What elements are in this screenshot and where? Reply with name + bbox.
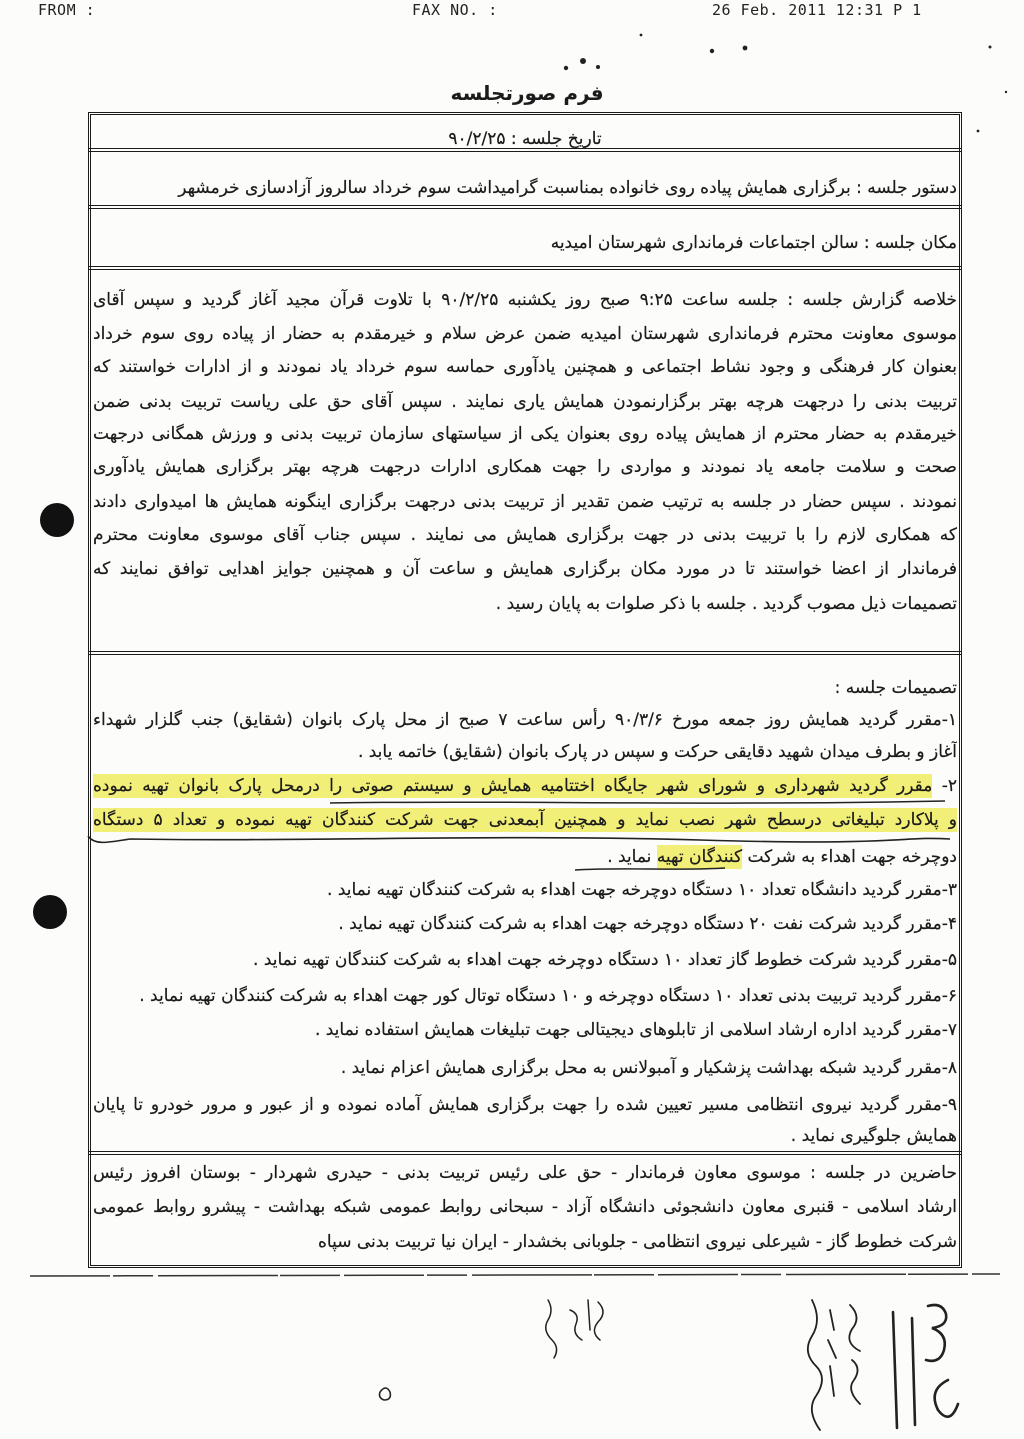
decision-text: دوچرخه جهت اهداء به شرکت	[742, 847, 957, 867]
decision-item-1-line: ۱-مقرر گردید همایش روز جمعه مورخ ۹۰/۳/۶ رأس ساعت ۷ صبح از محل پارک بانوان (شقایق) جنب گلزار شهداء	[93, 710, 957, 730]
fax-from-label: FROM :	[38, 1, 96, 19]
decision-item-5: ۵-مقرر گردید شرکت خطوط گاز تعداد ۱۰ دستگاه دوچرخه جهت اهداء به شرکت کنندگان تهیه نماید .	[253, 950, 957, 970]
decisions-heading: تصمیمات جلسه :	[834, 678, 957, 698]
summary-line: فرماندار از اعضا خواستند تا در مورد مکان برگزاری همایش و ساعت آن و همچنین جوایز اهدایی توافق نمایند که	[93, 559, 957, 579]
row-divider-agenda	[88, 205, 962, 209]
decision-text: نماید .	[607, 847, 657, 867]
form-title: فرم صورتجلسه	[450, 81, 604, 105]
punch-hole	[40, 503, 74, 537]
summary-line: بعنوان کار فرهنگی و وجود نشاط اجتماعی و همچنین یادآوری حماسه سوم خرداد یاد نمودند و از ادارات خواستند که	[93, 357, 957, 377]
page-cut-line	[30, 1274, 1000, 1276]
row-divider-decisions	[88, 1151, 962, 1155]
decision-item-9-line: ۹-مقرر گردید نیروی انتظامی مسیر تعیین شده را جهت برگزاری همایش آماده نموده و از عبور و مرور خودرو تا پایان	[93, 1095, 957, 1115]
attendees-line: ارشاد اسلامی - قنبری معاون دانشجوئی دانشگاه آزاد - سبحانی روابط عمومی شبکه بهداشت - پیشرو روابط عمومی	[93, 1197, 957, 1217]
meeting-date: تاریخ جلسه : ۹۰/۲/۲۵	[448, 129, 602, 149]
handwritten-annotation-left	[546, 1300, 603, 1358]
summary-line: خلاصه گزارش جلسه : جلسه ساعت ۹:۲۵ صبح روز یکشنبه ۹۰/۲/۲۵ با تلاوت قرآن مجید آغاز گردید و سپس آقای	[93, 290, 957, 310]
decision-item-3: ۳-مقرر گردید دانشگاه تعداد ۱۰ دستگاه دوچرخه جهت اهداء به شرکت کنندگان تهیه نماید .	[327, 880, 957, 900]
decision-item-2-line	[93, 771, 957, 801]
handwritten-annotation-right	[893, 1305, 958, 1428]
punch-hole	[33, 895, 67, 929]
row-divider-location	[88, 266, 962, 270]
decision-item-2-line	[93, 805, 957, 835]
highlighted-text: کنندگان تهیه	[656, 847, 743, 867]
decision-item-2-number: ۲-	[932, 776, 957, 796]
highlighted-text: و پلاکارد تبلیغاتی درسطح شهر نصب نماید و همچنین آبمعدنی جهت شرکت کنندگان تهیه نموده و تعداد ۵ دستگاه	[93, 810, 957, 830]
decision-item-2-line	[93, 842, 957, 872]
fax-timestamp-page: 26 Feb. 2011 12:31 P 1	[712, 1, 922, 19]
summary-line: خیرمقدم به حضار محترم از همایش پیاده روی بعنوان یکی از سیاستهای سازمان تربیت بدنی و ورزش همگانی درجهت	[93, 424, 957, 444]
decision-item-9-line: همایش جلوگیری نماید .	[790, 1126, 957, 1146]
highlighted-text: مقرر گردید شهرداری و شورای شهر جایگاه اختتامیه همایش و سیستم صوتی را درمحل پارک بانوان تهیه نموده	[93, 776, 933, 796]
decision-item-7: ۷-مقرر گردید اداره ارشاد اسلامی از تابلوهای دیجیتالی جهت تبلیغات همایش استفاده نماید .	[314, 1020, 957, 1040]
summary-line-last: تصمیمات ذیل مصوب گردید . جلسه با ذکر صلوات به پایان رسید .	[495, 594, 957, 614]
meeting-agenda: دستور جلسه : برگزاری همایش پیاده روی خانواده بمناسبت گرامیداشت سوم خرداد سالروز آزادسازی خرمشهر	[178, 178, 957, 198]
decision-item-4: ۴-مقرر گردید شرکت نفت ۲۰ دستگاه دوچرخه جهت اهداء به شرکت کنندگان تهیه نماید .	[338, 914, 957, 934]
decision-item-8: ۸-مقرر گردید شبکه بهداشت پزشکیار و آمبولانس به محل برگزاری همایش اعزام نماید .	[340, 1058, 957, 1078]
row-divider-summary	[88, 651, 962, 655]
summary-line: نمودند . سپس حضار در جلسه به ترتیب ضمن تقدیر از تربیت بدنی درجهت برگزاری اینگونه همایش ها امیدواری دادند	[93, 492, 957, 512]
summary-line: تربیت بدنی را درجهت هرچه بهتر برگزارنمودن همایش یاری نمایند . سپس آقای حق علی ریاست تربیت بدنی ضمن	[93, 392, 957, 412]
summary-line: موسوی معاونت محترم فرمانداری شهرستان امیدیه ضمن عرض سلام و خیرمقدم به حضار از پیاده روی سوم خرداد	[93, 324, 957, 344]
decision-item-6: ۶-مقرر گردید تربیت بدنی تعداد ۱۰ دستگاه دوچرخه و ۱۰ دستگاه توتال کور جهت اهداء به شرکت کنندگان تهیه نماید .	[139, 986, 957, 1006]
attendees-line: شرکت خطوط گاز - شیرعلی نیروی انتظامی - جلوبانی بخشدار - ایران نیا تربیت بدنی سپاه	[318, 1232, 957, 1252]
handwritten-annotation-middle	[808, 1300, 860, 1430]
summary-line: صحت و سلامت جامعه یاد نمودند و مواردی را جهت همکاری ادارات درجهت هرچه بهتر برگزاری همایش یادآوری	[93, 457, 957, 477]
decision-item-1-line: آغاز و بطرف میدان شهید دقایقی حرکت و سپس در پارک بانوان (شقایق) خاتمه یابد .	[357, 742, 957, 762]
attendees-line: حاضرین در جلسه : موسوی معاون فرماندار - حق علی رئیس تربیت بدنی - حیدری شهردار - بوستان افروز رئیس	[93, 1163, 957, 1183]
meeting-location: مکان جلسه : سالن اجتماعات فرمانداری شهرستان امیدیه	[550, 233, 957, 253]
fax-number-label: FAX NO. :	[412, 1, 498, 19]
summary-line: که همکاری لازم را با تربیت بدنی در جهت برگزاری همایش می نمایند . سپس جناب آقای موسوی معاونت محترم	[93, 525, 957, 545]
handwritten-mark	[380, 1388, 391, 1400]
